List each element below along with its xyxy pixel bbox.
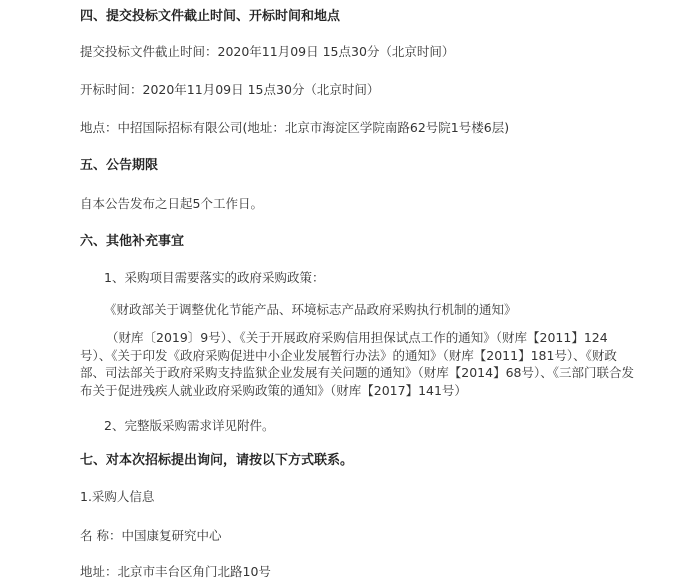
policy-title: 《财政部关于调整优化节能产品、环境标志产品政府采购执行机制的通知》: [104, 302, 517, 317]
bid-opening-location: 地点：中招国际招标有限公司(地址：北京市海淀区学院南路62号院1号楼6层): [80, 120, 510, 135]
policy-list-item-2: 2、完整版采购需求详见附件。: [104, 418, 275, 433]
policy-list-item-1: 1、采购项目需要落实的政府采购政策：: [104, 270, 325, 285]
section-heading-other-matters: 六、其他补充事宜: [80, 234, 185, 249]
policy-references-paragraph: （财库〔2019〕9号）、《关于开展政府采购信用担保试点工作的通知》（财库【2011】124号）、《关于印发《政府采购促进中小企业发展暂行办法》的通知》（财库【2011】181号）、《财政部、司法部关于政府采购支持监狱企业发展有关问题的通知》（财库【2014】68号）、《三部门联合发布关于促进残疾人就业政府采购政策的通知》（财库【2017】141号）: [80, 330, 634, 398]
section-heading-announcement-period: 五、公告期限: [80, 158, 159, 173]
purchaser-name: 名 称：中国康复研究中心: [80, 528, 222, 543]
section-heading-contact-info: 七、对本次招标提出询问，请按以下方式联系。: [80, 453, 354, 468]
purchaser-info-subheading: 1.采购人信息: [80, 489, 155, 504]
purchaser-address: 地址：北京市丰台区角门北路10号: [80, 564, 271, 579]
bid-submission-deadline: 提交投标文件截止时间：2020年11月09日 15点30分（北京时间）: [80, 44, 455, 59]
bid-opening-time: 开标时间：2020年11月09日 15点30分（北京时间）: [80, 82, 380, 97]
announcement-period-text: 自本公告发布之日起5个工作日。: [80, 196, 263, 211]
section-heading-deadline-and-location: 四、提交投标文件截止时间、开标时间和地点: [80, 9, 341, 24]
